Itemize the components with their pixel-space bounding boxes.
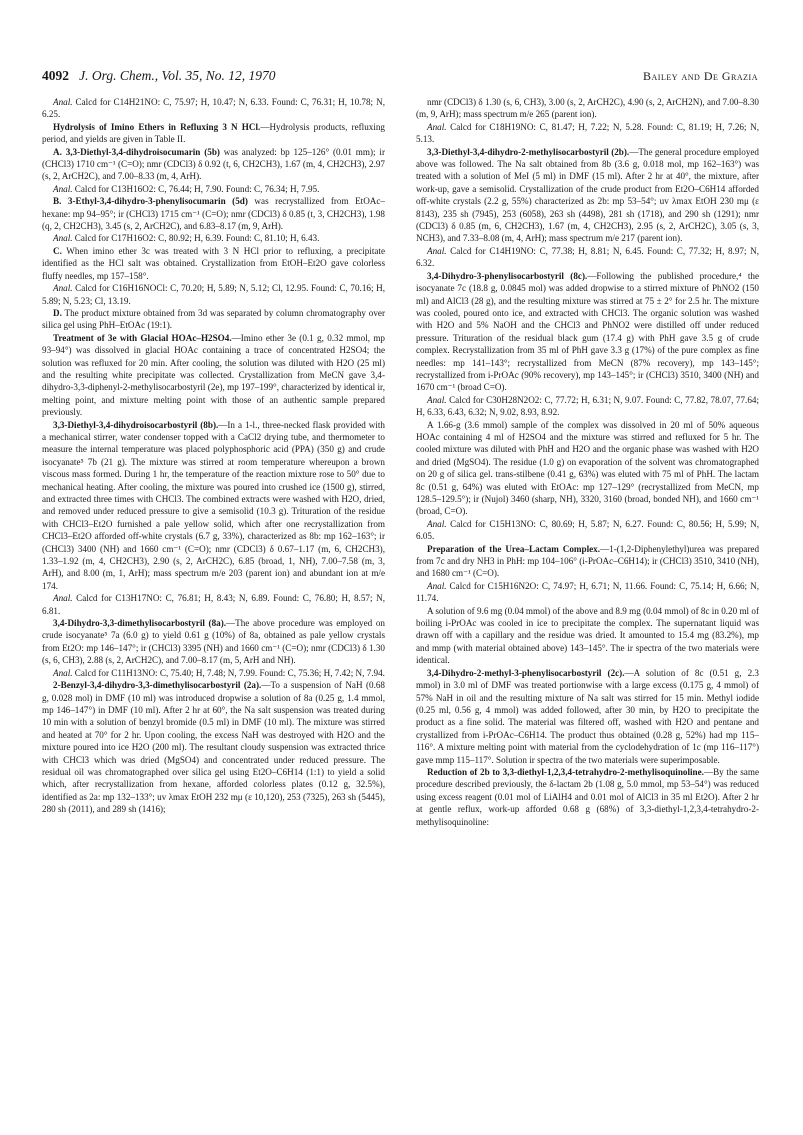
paragraph-text: —A solution of 8c (0.51 g, 2.3 mmol) in 3.0 ml of DMF was treated portionwise with a large excess (0.175 g, 4 mmol) of 57% NaH in oil and the resulting mixture of Na salt was stirred for 15 min. Methyl iodide (0.25 ml, 0.56 g, 4 mmol) was added followed, after 30 min, by H2O to precipitate the product as a fine solid. The material was filtered off, washed with H2O and pentane and crystallized from i-PrOAc–C6H14. The product thus obtained (0.28 g, 52%) had mp 115–116°. A mixture melting point with material from the cyclodehydration of 1c (mp 116–117°) gave mmp 115–117°. Solution ir spectra of the two materials were superimposable.: [416, 667, 759, 765]
paragraph: [42, 146, 385, 183]
paragraph-text: —Hydrolysis products, refluxing period, and yields are given in Table II.: [42, 121, 385, 145]
paragraph: [42, 245, 385, 282]
paragraph: [416, 121, 759, 146]
paragraph-text: Calcd for C15H16N2O: C, 74.97; H, 6.71; N, 11.66. Found: C, 75.14; H, 6.66; N, 11.74.: [416, 580, 759, 604]
paragraph: [42, 419, 385, 593]
paragraph: [416, 518, 759, 543]
analysis-label: Anal.: [427, 580, 447, 591]
analysis-label: Anal.: [427, 245, 447, 256]
paragraph: [42, 195, 385, 232]
analysis-label: Anal.: [53, 97, 73, 107]
paragraph: [416, 96, 759, 121]
paragraph-heading: Reduction of 2b to 3,3-diethyl-1,2,3,4-tetrahydro-2-methylisoquinoline.: [427, 766, 704, 777]
paragraph-heading: C.: [53, 245, 62, 256]
paragraph-text: When imino ether 3c was treated with 3 N HCl prior to refluxing, a precipitate identified as the HCl salt was obtained. Crystallization from EtOH–Et2O gave colorless fluffy needles, mp 157–158°.: [42, 245, 385, 281]
paragraph-text: —Following the published procedure,⁴ the isocyanate 7c (18.8 g, 0.0845 mol) was added dropwise to a stirred mixture of PhNO2 (150 ml) and AlCl3 (28 g), and the resulting mixture was stirred at 75 ± 2° for 2.5 hr. The mixture was cooled, poured onto ice, and extracted with CHCl3. The organic solution was washed with H2O and 5% NaOH and the CHCl3 and PhNO2 were distilled off under reduced pressure. Trituration of the residual black gum (17.4 g) with PhH gave 3.5 g of crude complex. Recrystallization from 35 ml of PhH gave 3.3 g (17%) of the pure complex as fine needles: mp 141–143°; recrystallized from MeCN (87% recovery), mp 143–145°; recrystallized from i-PrOAc (90% recovery), mp 143–145°; ir (CHCl3) 3510, 3400 (NH) and 1670 cm⁻¹ (broad C=O).: [416, 270, 759, 393]
paragraph-text: nmr (CDCl3) δ 1.30 (s, 6, CH3), 3.00 (s, 2, ArCH2C), 4.90 (s, 2, ArCH2N), and 7.00–8.30 (m, 9, ArH); mass spectrum m/e 265 (parent ion).: [416, 97, 759, 120]
paragraph: [42, 332, 385, 419]
paragraph: [42, 232, 385, 244]
paragraph-text: was analyzed: bp 125–126° (0.01 mm); ir (CHCl3) 1710 cm⁻¹ (C=O); nmr (CDCl3) δ 0.92 (t, 6, CH2CH3), 1.67 (m, 4, CH2CH3), 2.97 (s, 2, ArCH2C), and 7.00–8.33 (m, 4, ArH).: [42, 146, 385, 182]
paragraph-text: Calcd for C13H17NO: C, 76.81; H, 8.43; N, 6.89. Found: C, 76.80; H, 8.57; N, 6.81.: [42, 593, 385, 616]
paragraph-text: A 1.66-g (3.6 mmol) sample of the complex was dissolved in 20 ml of 50% aqueous HOAc containing 4 ml of H2SO4 and the mixture was stirred and refluxed for 5 hr. The cooled mixture was diluted with PhH and H2O and the organic phase was washed with H2O and dried (MgSO4). The residue (1.0 g) on evaporation of the solvent was chromatographed on 20 g of silica gel. trans-stilbene (0.41 g, 63%) was eluted with 75 ml of PhH. The lactam 8c (0.51 g, 64%) was eluted with EtOAc: mp 127–129° (recrystallized from MeCN, mp 128.5–129.5°); ir (Nujol) 3460 (sharp, NH), 3320, 3160 (broad, bonded NH), and 1660 cm⁻¹ (broad, C=O).: [416, 419, 759, 517]
paragraph-text: Calcd for C15H13NO: C, 80.69; H, 5.87; N, 6.27. Found: C, 80.56; H, 5.99; N, 6.05.: [416, 518, 759, 542]
analysis-label: Anal.: [53, 233, 73, 244]
paragraph-text: Calcd for C16H16NOCl: C, 70.20; H, 5.89; N, 5.12; Cl, 12.95. Found: C, 70.16; H, 5.89; N, 5.23; Cl, 13.19.: [42, 283, 385, 306]
running-header: [42, 68, 758, 86]
paragraph-text: —To a suspension of NaH (0.68 g, 0.028 mol) in DMF (10 ml) was introduced dropwise a solution of 8a (0.25 g, 1.4 mmol, mp 146–147°) in DMF (10 ml). After 2 hr at 60°, the Na salt suspension was treated during 10 min with a solution of benzyl bromide (0.5 ml) in DMF (10 ml). The mixture was stirred and heated at 70° for 2 hr. Upon cooling, the excess NaH was destroyed with H2O and the mixture poured into ice H2O (200 ml). The resultant cloudy suspension was extracted thrice with CHCl3 which was dried (MgSO4) and concentrated under reduced pressure. The residual oil was chromatographed over silica gel using Et2O–C6H14 (1:1) to yield a solid which, after recrystallization from hexane, afforded colorless plates (0.12 g, 32.5%), identified as 2a: mp 132–133°; uv λmax EtOH 232 mμ (ε 10,120), 253 (7325), 263 sh (5445), 280 sh (2011), and 289 sh (1416);: [42, 680, 385, 815]
paragraph-heading: B. 3-Ethyl-3,4-dihydro-3-phenylisocumarin (5d): [53, 196, 248, 207]
paragraph-heading: Preparation of the Urea–Lactam Complex.: [427, 543, 601, 554]
analysis-label: Anal.: [427, 121, 447, 132]
paragraph-text: Calcd for C17H16O2: C, 80.92; H, 6.39. Found: C, 81.10; H, 6.43.: [72, 233, 320, 244]
analysis-label: Anal.: [53, 183, 73, 194]
paragraph: [416, 394, 759, 419]
paragraph-heading: Treatment of 3e with Glacial HOAc–H2SO4.: [53, 332, 232, 343]
paragraph: [42, 679, 385, 815]
analysis-label: Anal.: [53, 593, 73, 604]
paragraph: [416, 419, 759, 518]
paragraph-text: Calcd for C13H16O2: C, 76.44; H, 7.90. Found: C, 76.34; H, 7.95.: [72, 183, 320, 194]
paragraph-text: —By the same procedure described previously, the δ-lactam 2b (1.08 g, 5.0 mmol, mp 53–54°) was reduced using excess reagent (0.01 mol of LiAlH4 and 0.01 mol of AlCl3 in 35 ml Et2O). After 2 hr at gentle reflux, work-up afforded 0.68 g (68%) of 3,3-diethyl-1,2,3,4-tetrahydro-2-methylisoquinoline:: [416, 766, 759, 827]
header-authors: Bailey and De Grazia: [643, 69, 758, 83]
paragraph: [416, 580, 759, 605]
paragraph: [416, 270, 759, 394]
paragraph-text: —The above procedure was employed on crude isocyanate⁵ 7a (6.0 g) to yield 0.61 g (10%) of 8a, obtained as pale yellow crystals from Et2O: mp 146–147°; ir (CHCl3) 3395 (NH) and 1660 cm⁻¹ (C=O); nmr (CDCl3) δ 1.30 (s, 6, CH3), 2.88 (s, 2, ArCH2C), and 7.00–8.17 (m, 5, ArH and NH).: [42, 618, 385, 666]
paragraph: [42, 282, 385, 307]
paragraph: [416, 245, 759, 270]
paragraph-text: —1-(1,2-Diphenylethyl)urea was prepared from 7c and dry NH3 in PhH: mp 104–106° (i-PrOAc–C6H14); ir (CHCl3) 3510, 3410 (NH), and 1680 cm⁻¹ (C=O).: [416, 543, 759, 579]
paragraph-heading: 2-Benzyl-3,4-dihydro-3,3-dimethylisocarbostyril (2a).: [53, 680, 262, 691]
paragraph-text: —The general procedure employed above was followed. The Na salt obtained from 8b (3.6 g, 0.018 mol, mp 162–163°) was treated with a solution of MeI (5 ml) in DMF (15 ml). After 2 hr at 40°, the mixture, after work-up, gave a semisolid. Crystallization of the crude product from Et2O–C6H14 afforded off-white crystals (2.2 g, 55%) characterized as 2b: mp 53–54°; uv λmax EtOH 230 mμ (ε 8143), 235 sh (7945), 253 (6058), 263 sh (4498), 281 sh (1718), and 290 sh (1291); nmr (CDCl3) δ 0.85 (m, 6, CH2CH3), 1.67 (m, 4, CH2CH3), 2.95 (s, 2, ArCH2C), 3.05 (s, 3, NCH3), and 7.33–8.08 (m, 4, ArH); mass spectrum m/e 217 (parent ion).: [416, 146, 759, 244]
paragraph: [416, 667, 759, 766]
paragraph-heading: 3,3-Diethyl-3,4-dihydro-2-methylisocarbostyril (2b).: [427, 146, 630, 157]
paragraph: [42, 592, 385, 617]
paragraph: [42, 307, 385, 332]
paragraph-text: A solution of 9.6 mg (0.04 mmol) of the above and 8.9 mg (0.04 mmol) of 8c in 0.20 ml of boiling i-PrOAc was cooled in ice to precipitate the complex. The supernatant liquid was drawn off with a capillary and the residue was dried. It amounted to 15.4 mg (83.2%), mp and mmp (with material obtained above) 143–145°. The ir spectra of the two materials were identical.: [416, 605, 759, 666]
paragraph: [416, 605, 759, 667]
header-left: [42, 68, 276, 84]
paragraph: [42, 121, 385, 146]
paragraph-heading: Hydrolysis of Imino Ethers in Refluxing 3 N HCl.: [53, 121, 261, 132]
paragraph-text: The product mixture obtained from 3d was separated by column chromatography over silica gel using PhH–EtOAc (19:1).: [42, 307, 385, 331]
paragraph-text: was recrystallized from EtOAc–hexane: mp 94–95°; ir (CHCl3) 1715 cm⁻¹ (C=O); nmr (CDCl3) δ 0.85 (t, 3, CH2CH3), 1.98 (q, 2, CH2CH3), 3.45 (s, 2, ArCH2C), and 6.83–8.17 (m, 9, ArH).: [42, 196, 385, 232]
paragraph-heading: A. 3,3-Diethyl-3,4-dihydroisocumarin (5b): [53, 146, 220, 157]
paragraph: [416, 543, 759, 580]
paragraph: [416, 146, 759, 245]
paragraph: [42, 183, 385, 195]
paragraph: [42, 617, 385, 667]
paragraph-heading: 3,4-Dihydro-3-phenylisocarbostyril (8c).: [427, 270, 588, 281]
paragraph-heading: 3,4-Dihydro-2-methyl-3-phenylisocarbostyril (2c).: [427, 667, 625, 678]
paragraph-text: Calcd for C11H13NO: C, 75.40; H, 7.48; N, 7.99. Found: C, 75.36; H, 7.42; N, 7.94.: [72, 667, 385, 678]
journal-citation: J. Org. Chem., Vol. 35, No. 12, 1970: [79, 68, 276, 83]
paragraph-heading: 3,4-Dihydro-3,3-dimethylisocarbostyril (8a).: [53, 618, 227, 629]
right-column: [416, 96, 759, 1101]
analysis-label: Anal.: [427, 394, 447, 405]
analysis-label: Anal.: [427, 518, 447, 529]
page-number: 4092: [42, 68, 69, 83]
paragraph-heading: D.: [53, 307, 62, 318]
analysis-label: Anal.: [53, 283, 73, 294]
paragraph: [416, 766, 759, 828]
paragraph-text: —In a 1-l., three-necked flask provided with a mechanical stirrer, water condenser topped with a CaCl2 drying tube, and thermometer to measure the internal temperature was placed polyphosphoric acid (PPA) (350 g) and crude isocyanate⁵ 7b (21 g). The mixture was stirred at room temperature whereupon a brown viscous mass formed. During 1 hr, the temperature of the reaction mixture rose to 50° due to mechanical heating. After cooling, the mixture was poured into crushed ice (1500 g), stirred, and extracted three times with CHCl3. The combined extracts were washed with H2O, dried, and removed under reduced pressure to give a semisolid (10.3 g). Trituration of the residue with CHCl3–Et2O furnished a pale yellow solid, which after one recrystallization from CHCl3–Et2O afforded off-white crystals (6.7 g, 33%), characterized as 8b: mp 162–163°; ir (CHCl3) 3400 (NH) and 1660 cm⁻¹ (C=O); nmr (CDCl3) δ 0.67–1.17 (m, 6, CH2CH3), 1.33–1.92 (m, 4, CH2CH3), 2.90 (s, 2, ArCH2C), 6.85 (broad, 1, NH), 7.00–7.58 (m, 3, ArH), and 8.00 (m, 1, ArH); mass spectrum m/e 203 (parent ion) and abundant ion at m/e 174.: [42, 419, 385, 591]
paragraph-text: Calcd for C30H28N2O2: C, 77.72; H, 6.31; N, 9.07. Found: C, 77.82, 78.07, 77.64; H, 6.33, 6.43, 6.32; N, 9.02, 8.93, 8.92.: [416, 394, 759, 418]
paragraph-text: Calcd for C18H19NO: C, 81.47; H, 7.22; N, 5.28. Found: C, 81.19; H, 7.26; N, 5.13.: [416, 121, 759, 145]
paragraph-text: —Imino ether 3e (0.1 g, 0.32 mmol, mp 93–94°) was dissolved in glacial HOAc containing a trace of concentrated H2SO4; the solution was refluxed for 20 min. After cooling, the solution was diluted with H2O (25 ml) and the resulting white precipitate was collected. Crystallization from MeCN gave 3,4-dihydro-3,3-diphenyl-2-methylisocarbostyril (2e), mp 197–199°, characterized by identical ir, melting point, and mixture melting point with those of an authentic sample prepared previously.: [42, 332, 385, 418]
paragraph-text: Calcd for C14H21NO: C, 75.97; H, 10.47; N, 6.33. Found: C, 76.31; H, 10.78; N, 6.25.: [42, 97, 385, 120]
paragraph-heading: 3,3-Diethyl-3,4-dihydroisocarbostyril (8b).: [53, 419, 219, 430]
paragraph: [42, 667, 385, 679]
left-column: [42, 96, 385, 1101]
paragraph: [42, 96, 385, 121]
analysis-label: Anal.: [53, 667, 73, 678]
paragraph-text: Calcd for C14H19NO: C, 77.38; H, 8.81; N, 6.45. Found: C, 77.32; H, 8.97; N, 6.32.: [416, 245, 759, 269]
